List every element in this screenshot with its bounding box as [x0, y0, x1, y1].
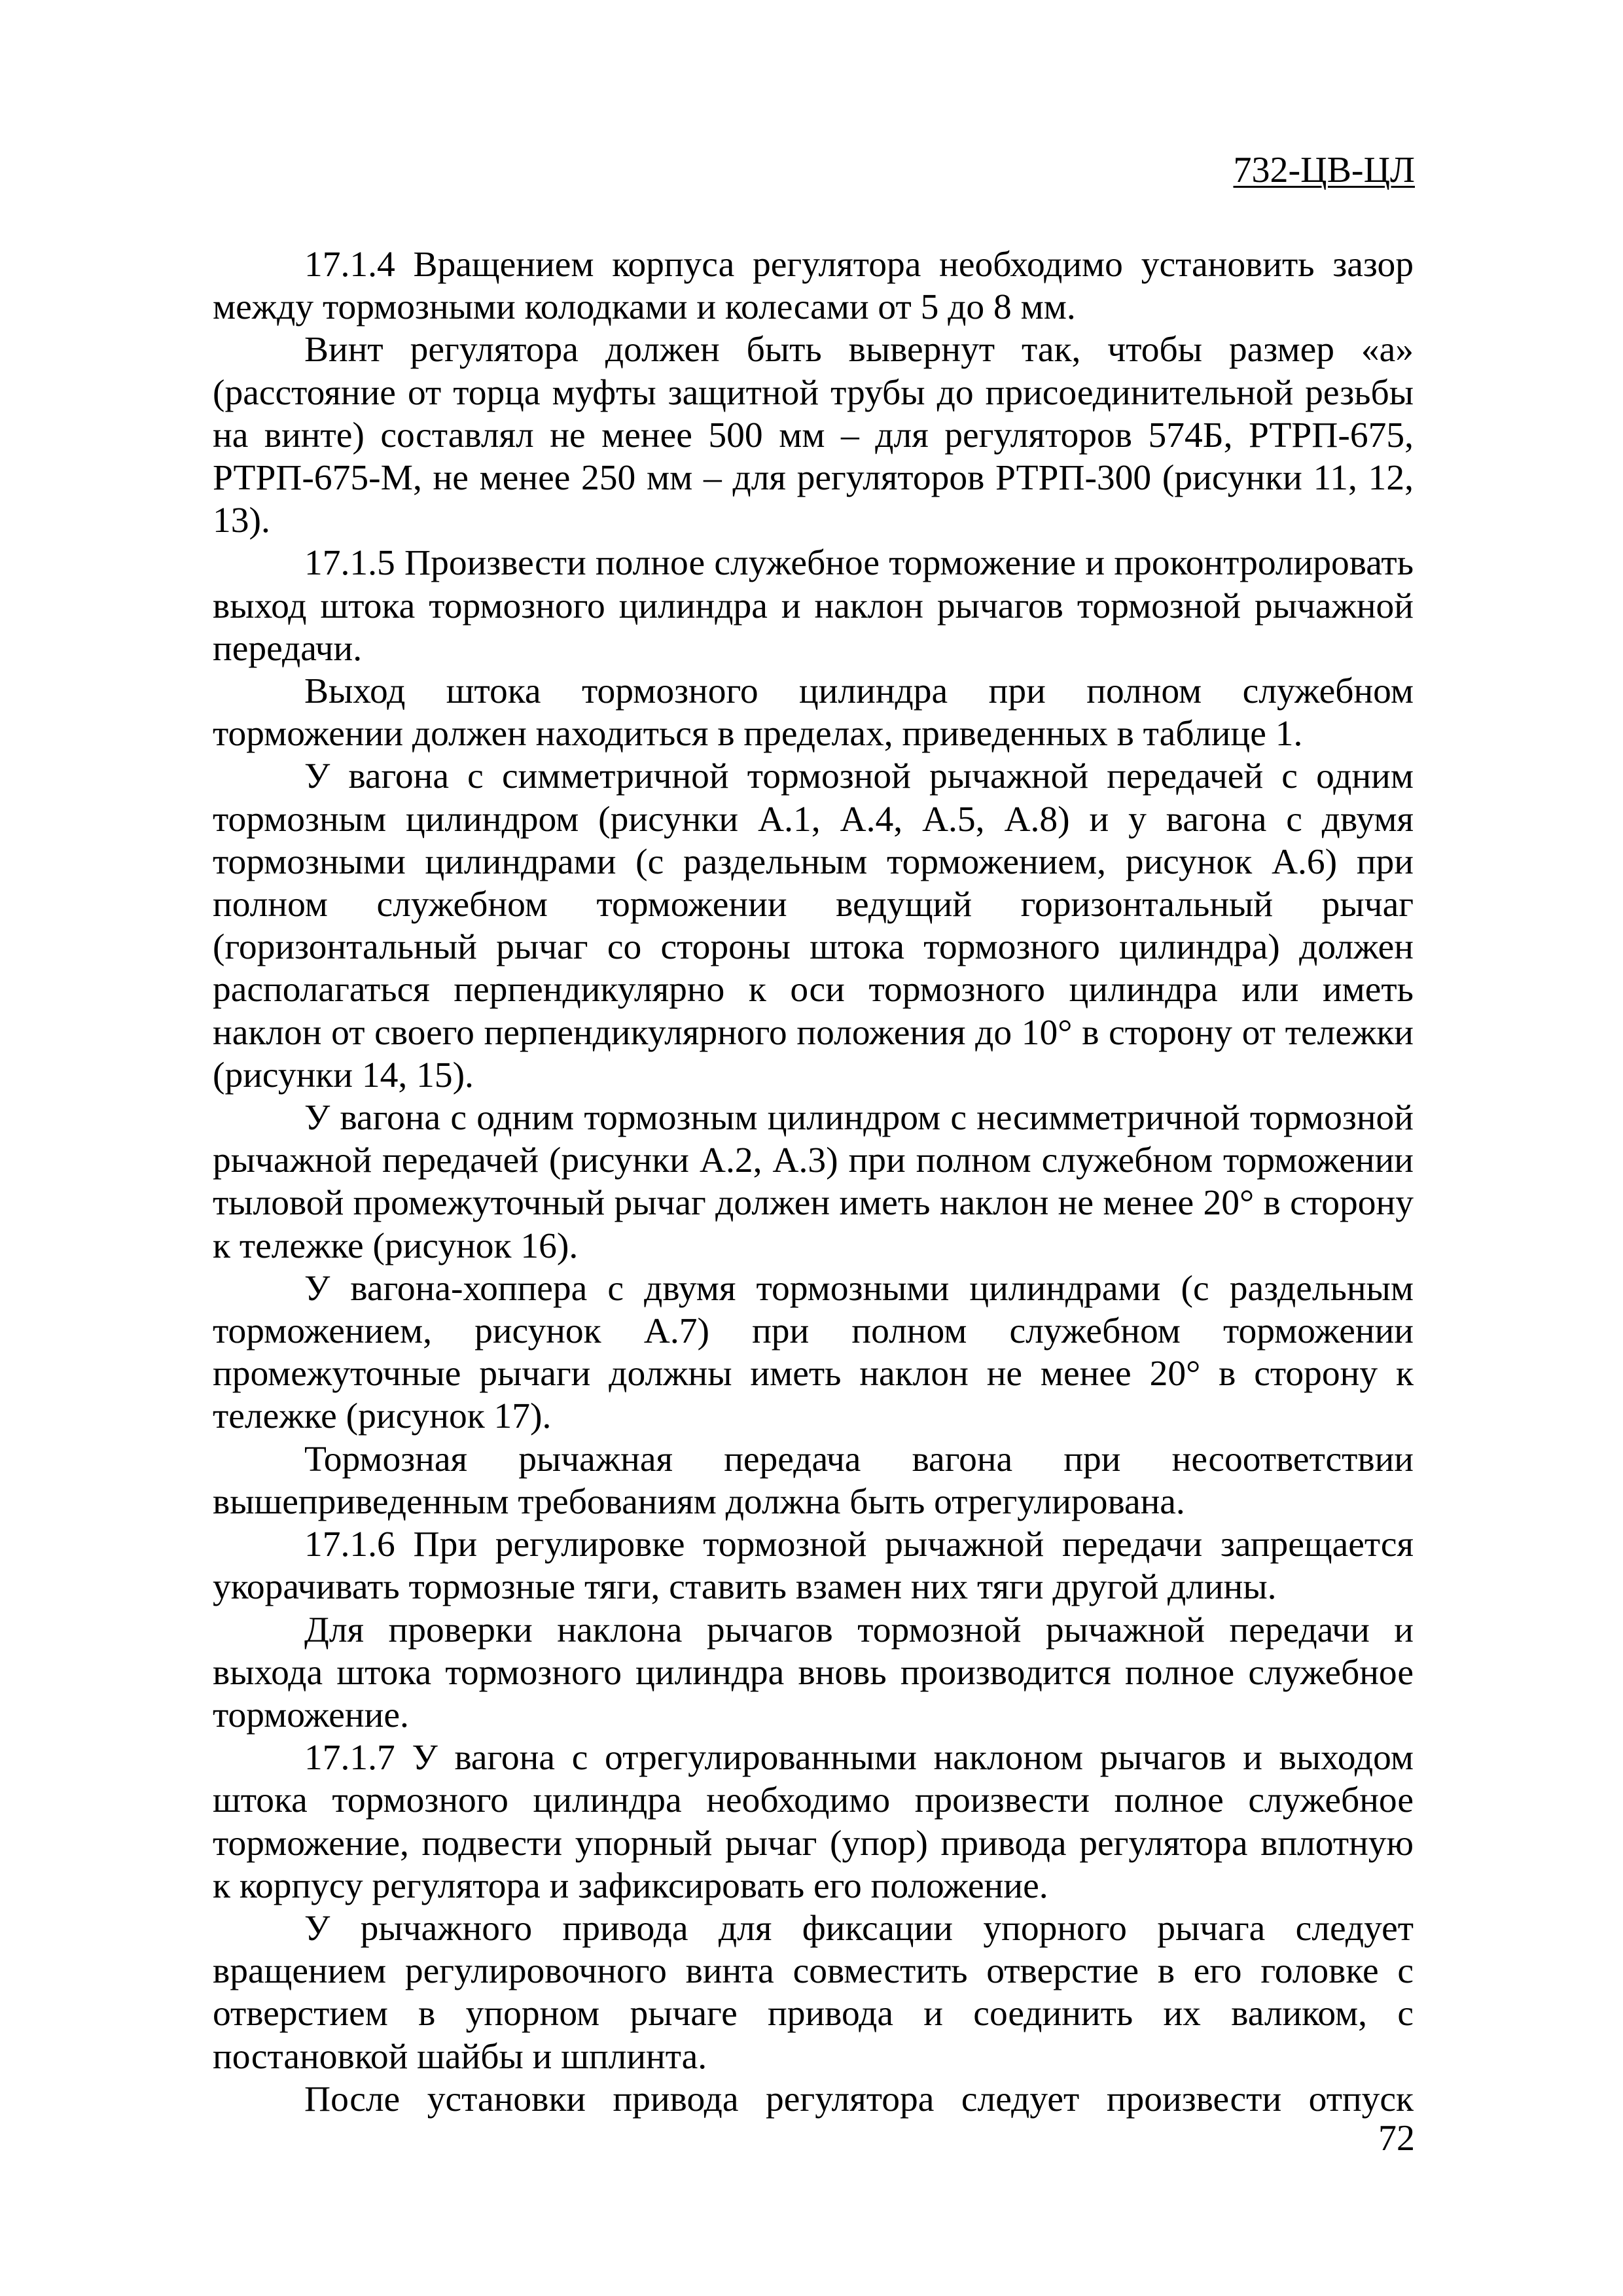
paragraph-adjustment-required: Тормозная рычажная передача вагона при несоответствии вышеприведенным требованиям должна быть отрегулирована.	[213, 1439, 1414, 1522]
body-text	[213, 243, 1414, 2121]
page-number: 72	[1378, 2118, 1415, 2159]
document-code: 732-ЦВ-ЦЛ	[1233, 150, 1415, 190]
paragraph-17-1-6: 17.1.6 При регулировке тормозной рычажной передачи запрещается укорачивать тормозные тяги, ставить взамен них тяги другой длины.	[213, 1525, 1414, 1608]
paragraph-17-1-7: 17.1.7 У вагона с отрегулированными наклоном рычагов и выходом штока тормозного цилиндра необходимо произвести полное служебное торможение, подвести упорный рычаг (упор) привода регулятора вплотную к корпусу регулятора и зафиксировать его положение.	[213, 1738, 1414, 1906]
paragraph-17-1-5: 17.1.5 Произвести полное служебное торможение и проконтролировать выход штока тормозного цилиндра и наклон рычагов тормозной рычажной передачи.	[213, 543, 1414, 669]
paragraph-after-installation: После установки привода регулятора следует произвести отпуск	[304, 2079, 1414, 2119]
paragraph-rod-output: Выход штока тормозного цилиндра при полном служебном торможении должен находиться в пределах, приведенных в таблице 1.	[213, 671, 1414, 754]
paragraph-symmetric-linkage: У вагона с симметричной тормозной рычажной передачей с одним тормозным цилиндром (рисунки А.1, А.4, А.5, А.8) и у вагона с двумя тормозными цилиндрами (с раздельным торможением, рисунок А.6) при полном служебном торможении ведущий горизонтальный рычаг (горизонтальный рычаг со стороны штока тормозного цилиндра) должен располагаться перпендикулярно к оси тормозного цилиндра или иметь наклон от своего перпендикулярного положения до 10° в сторону от тележки (рисунки 14, 15).	[213, 756, 1414, 1095]
paragraph-lever-drive: У рычажного привода для фиксации упорного рычага следует вращением регулировочного винта совместить отверстие в его головке с отверстием в упорном рычаге привода и соединить их валиком, с постановкой шайбы и шплинта.	[213, 1908, 1414, 2077]
paragraph-asymmetric-linkage: У вагона с одним тормозным цилиндром с несимметричной тормозной рычажной передачей (рисунки А.2, А.3) при полном служебном торможении тыловой промежуточный рычаг должен иметь наклон не менее 20° в сторону к тележке (рисунок 16).	[213, 1098, 1414, 1266]
paragraph-regulator-screw: Винт регулятора должен быть вывернут так, чтобы размер «а» (расстояние от торца муфты защитной трубы до присоединительной резьбы на винте) составлял не менее 500 мм – для регуляторов 574Б, РТРП-675, РТРП-675-М, не менее 250 мм – для регуляторов РТРП-300 (рисунки 11, 12, 13).	[213, 330, 1414, 541]
paragraph-recheck: Для проверки наклона рычагов тормозной рычажной передачи и выхода штока тормозного цилиндра вновь производится полное служебное торможение.	[213, 1610, 1414, 1735]
paragraph-hopper-wagon: У вагона-хоппера с двумя тормозными цилиндрами (с раздельным торможением, рисунок А.7) при полном служебном торможении промежуточные рычаги должны иметь наклон не менее 20° в сторону к тележке (рисунок 17).	[213, 1268, 1414, 1437]
paragraph-17-1-4: 17.1.4 Вращением корпуса регулятора необходимо установить зазор между тормозными колодками и колесами от 5 до 8 мм.	[213, 245, 1414, 328]
